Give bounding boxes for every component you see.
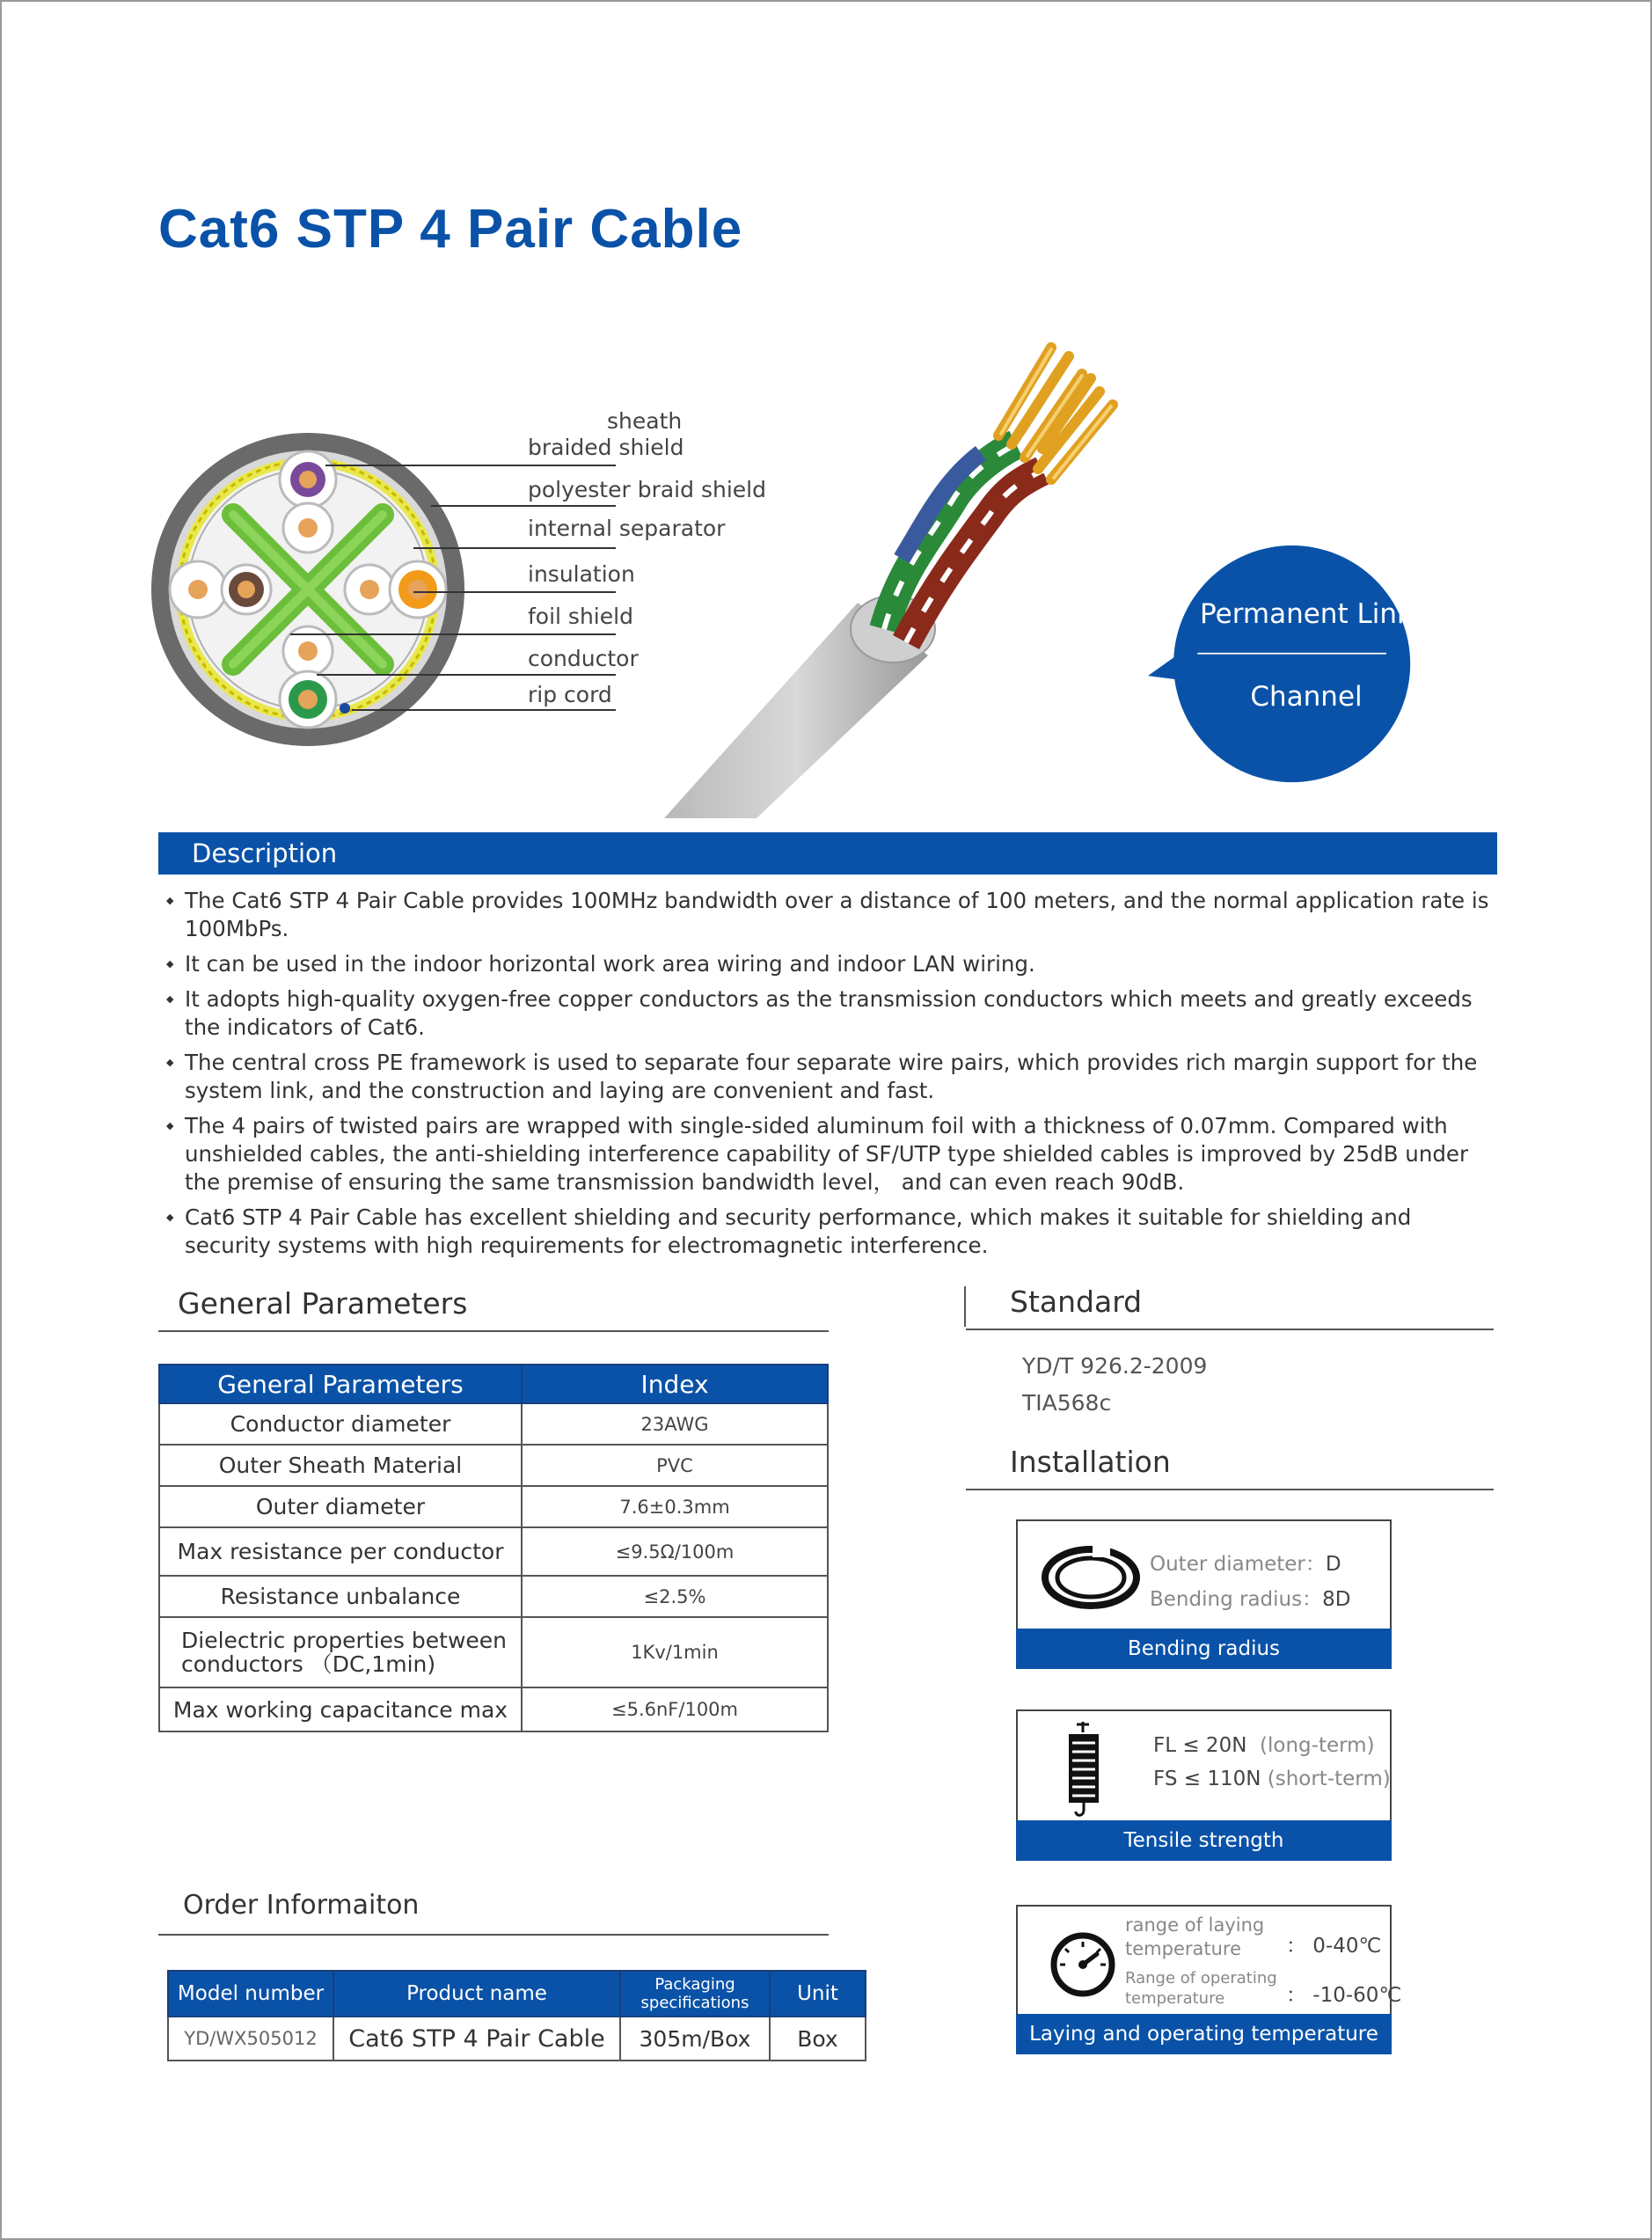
list-item: ◆ Cat6 STP 4 Pair Cable has excellent shielding and security performance, which makes it suitable for shielding and security systems with high requirements for electromagnetic interference.: [163, 1204, 1500, 1260]
leader-line: [352, 709, 616, 711]
standard-item: YD/T 926.2-2009: [1022, 1353, 1208, 1379]
order-information-table: [167, 1970, 866, 2061]
list-item: ◆ It adopts high-quality oxygen-free copper conductors as the transmission conductors which meets and greatly exceeds the indicators of Cat6.: [163, 985, 1500, 1042]
label-rip-cord: rip cord: [528, 682, 612, 707]
temperature-card: [1016, 1905, 1402, 2054]
parameter-index: ≤5.6nF/100m: [522, 1687, 828, 1731]
description-heading: Description: [158, 832, 1497, 875]
leader-line: [325, 465, 616, 466]
tensile-short-term: FS ≤ 110N (short-term): [1153, 1768, 1391, 1790]
list-item: ◆ The 4 pairs of twisted pairs are wrapped with single-sided aluminum foil with a thickness of 0.07mm. Compared with unshielded cables, the anti-shielding interference capability of SF/UTP type shielded cables is improved by 25dB under the premise of ensuring the same transmission bandwidth level， and can even reach 90dB.: [163, 1112, 1500, 1197]
column-header: General Parameters: [159, 1365, 522, 1403]
label-internal-separator: internal separator: [528, 516, 726, 541]
laying-temperature-value: ： 0-40℃: [1286, 1935, 1382, 1958]
outer-diameter-label: Outer diameter：D: [1150, 1553, 1341, 1576]
spring-scale-icon: [1064, 1722, 1107, 1820]
label-sheath: sheath: [607, 408, 683, 434]
operating-temperature-value: ： -10-60℃: [1286, 1984, 1402, 2007]
gauge-icon: [1049, 1931, 1120, 2002]
leader-line: [317, 674, 616, 676]
cable-cross-section-diagram: [150, 431, 475, 757]
application-badge: [1148, 528, 1412, 792]
divider: [966, 1489, 1494, 1490]
badge-permanent-link: Permanent Link: [1200, 598, 1413, 630]
label-conductor: conductor: [528, 646, 639, 671]
column-header: Model number: [168, 1971, 333, 2017]
column-header: Packaging specifications: [620, 1971, 770, 2017]
bending-radius-label: Bending radius: [1016, 1629, 1392, 1669]
description-list: [163, 887, 1500, 1267]
installation-heading: Installation: [1010, 1445, 1171, 1479]
laying-temperature-label: range of laying temperature: [1125, 1914, 1265, 1959]
label-polyester-braid-shield: polyester braid shield: [528, 477, 766, 502]
page-title: Cat6 STP 4 Pair Cable: [158, 199, 743, 260]
leader-line: [431, 505, 616, 507]
model-number: YD/WX505012: [168, 2017, 333, 2061]
cable-illustration: [664, 339, 1122, 818]
parameter-name: Max working capacitance max: [159, 1687, 522, 1731]
list-item: ◆ The Cat6 STP 4 Pair Cable provides 100MHz bandwidth over a distance of 100 meters, and the normal application rate is 100MbPs.: [163, 887, 1500, 943]
standard-item: TIA568c: [1022, 1390, 1112, 1416]
divider: [158, 1330, 829, 1332]
parameter-index: ≤2.5%: [522, 1576, 828, 1617]
order-information-heading: Order Informaiton: [183, 1890, 420, 1921]
label-braided-shield: braided shield: [528, 435, 684, 460]
list-item: ◆ It can be used in the indoor horizontal work area wiring and indoor LAN wiring.: [163, 950, 1500, 978]
bending-radius-value: Bending radius：8D: [1150, 1588, 1351, 1611]
tensile-long-term: FL ≤ 20N (long-term): [1153, 1734, 1375, 1757]
parameter-index: ≤9.5Ω/100m: [522, 1527, 828, 1576]
unit: Box: [770, 2017, 866, 2061]
parameter-name: Conductor diameter: [159, 1403, 522, 1445]
standard-heading: Standard: [1010, 1285, 1143, 1319]
packaging-specifications: 305m/Box: [620, 2017, 770, 2061]
temperature-label: Laying and operating temperature: [1016, 2014, 1392, 2054]
label-insulation: insulation: [528, 561, 635, 587]
divider: [158, 1934, 829, 1936]
tensile-strength-card: [1016, 1709, 1392, 1861]
bending-radius-card: [1016, 1519, 1392, 1669]
column-header: Unit: [770, 1971, 866, 2017]
table-row: [159, 1687, 828, 1731]
operating-temperature-label: Range of operating temperature: [1125, 1969, 1277, 2008]
parameter-index: 23AWG: [522, 1403, 828, 1445]
parameter-index: 7.6±0.3mm: [522, 1486, 828, 1527]
list-item: ◆ The central cross PE framework is used to separate four separate wire pairs, which provides rich margin support for the system link, and the construction and laying are convenient and fast.: [163, 1049, 1500, 1105]
general-parameters-table: [158, 1364, 829, 1732]
column-header: Index: [522, 1365, 828, 1403]
label-foil-shield: foil shield: [528, 604, 633, 629]
parameter-name: Max resistance per conductor: [159, 1527, 522, 1576]
table-row: [159, 1486, 828, 1527]
divider: [964, 1286, 966, 1327]
divider: [966, 1329, 1494, 1330]
product-name: Cat6 STP 4 Pair Cable: [333, 2017, 620, 2061]
parameter-index: 1Kv/1min: [522, 1617, 828, 1687]
parameter-name: Resistance unbalance: [159, 1576, 522, 1617]
badge-channel: Channel: [1250, 681, 1363, 713]
general-parameters-heading: General Parameters: [178, 1286, 468, 1321]
parameter-name: Outer Sheath Material: [159, 1445, 522, 1486]
table-row: [159, 1445, 828, 1486]
parameter-name: Dielectric properties between conductors （DC,1min): [159, 1617, 522, 1687]
table-row: [168, 2017, 866, 2061]
leader-line: [413, 591, 616, 593]
parameter-index: PVC: [522, 1445, 828, 1486]
table-row: [159, 1617, 828, 1687]
tensile-strength-label: Tensile strength: [1016, 1820, 1392, 1861]
table-row: [159, 1403, 828, 1445]
parameter-name: Outer diameter: [159, 1486, 522, 1527]
column-header: Product name: [333, 1971, 620, 2017]
table-row: [159, 1576, 828, 1617]
leader-line: [290, 633, 616, 635]
table-row: [159, 1527, 828, 1576]
coil-icon: [1040, 1541, 1145, 1611]
leader-line: [413, 547, 616, 549]
